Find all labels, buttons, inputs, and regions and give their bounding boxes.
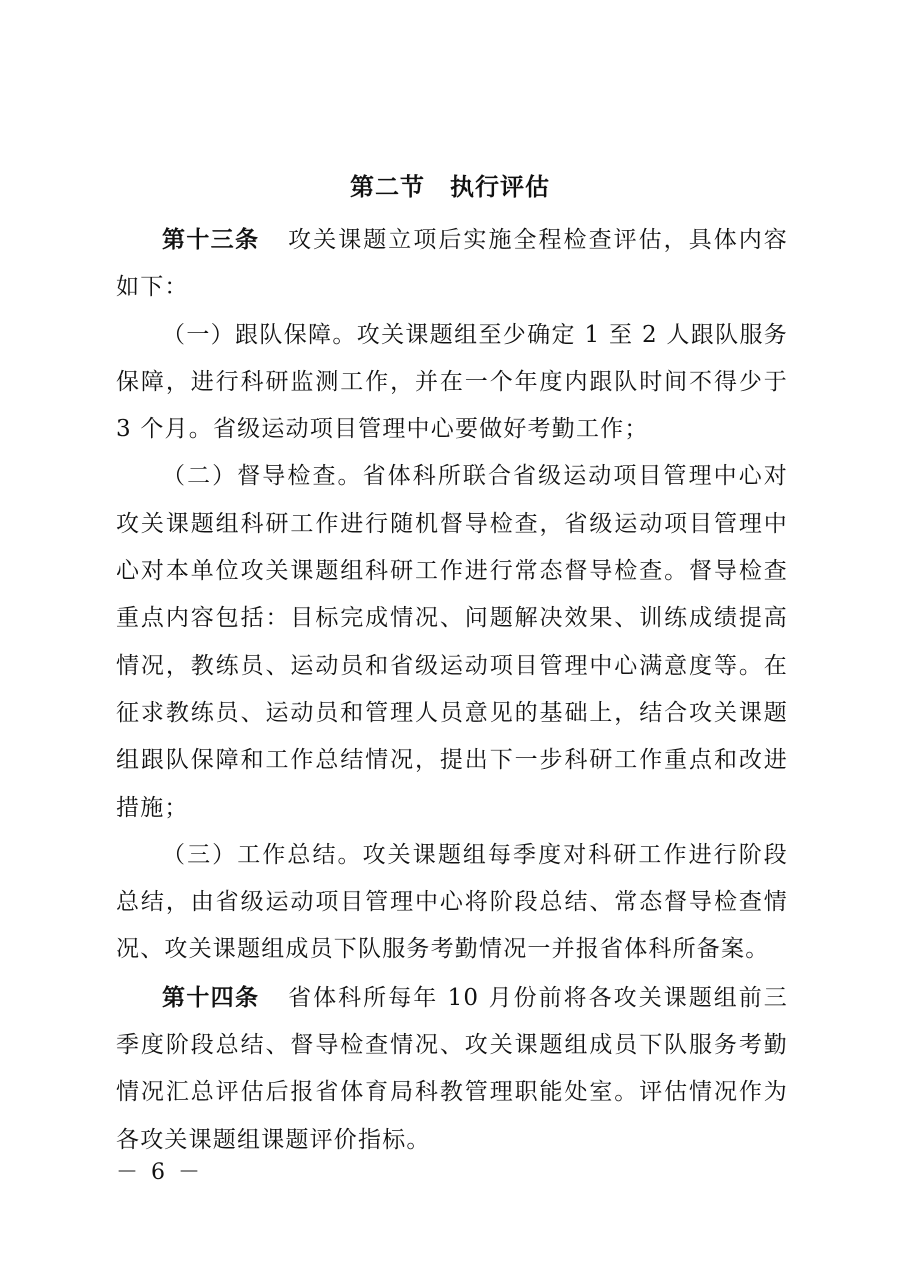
article-number: 第十四条 [162,983,260,1011]
item-1-paragraph [116,312,788,454]
paragraph-text: 攻关课题立项后实施全程检查评估，具体内容如下： [116,227,789,301]
paragraph-text: 省体科所每年 10 月份前将各攻关课题组前三季度阶段总结、督导检查情况、攻关课题组成员下队服务考勤情况汇总评估后报省体育局科教管理职能处室。评估情况作为各攻关课题组课题评价指标。 [116,984,789,1153]
item-2-paragraph [116,453,788,831]
paragraph-text: （三）工作总结。攻关课题组每季度对科研工作进行阶段总结，由省级运动项目管理中心将阶段总结、常态督导检查情况、攻关课题组成员下队服务考勤情况一并报省体科所备案。 [116,841,788,963]
body-text [116,216,788,1164]
article-13-paragraph [116,216,788,312]
page-number: － 6 － [116,1160,203,1185]
paragraph-text: （一）跟队保障。攻关课题组至少确定 1 至 2 人跟队服务保障，进行科研监测工作，并在一个年度内跟队时间不得少于 3 个月。省级运动项目管理中心要做好考勤工作； [116,321,788,443]
item-3-paragraph [116,832,788,974]
article-14-paragraph [116,974,788,1164]
article-number: 第十三条 [162,226,260,253]
section-title: 第二节 执行评估 [350,172,550,201]
paragraph-text: （二）督导检查。省体科所联合省级运动项目管理中心对攻关课题组科研工作进行随机督导检查，省级运动项目管理中心对本单位攻关课题组科研工作进行常态督导检查。督导检查重点内容包括：目标完成情况、问题解决效果、训练成绩提高情况，教练员、运动员和省级运动项目管理中心满意度等。在征求教练员、运动员和管理人员意见的基础上，结合攻关课题组跟队保障和工作总结情况，提出下一步科研工作重点和改进措施； [116,463,788,821]
